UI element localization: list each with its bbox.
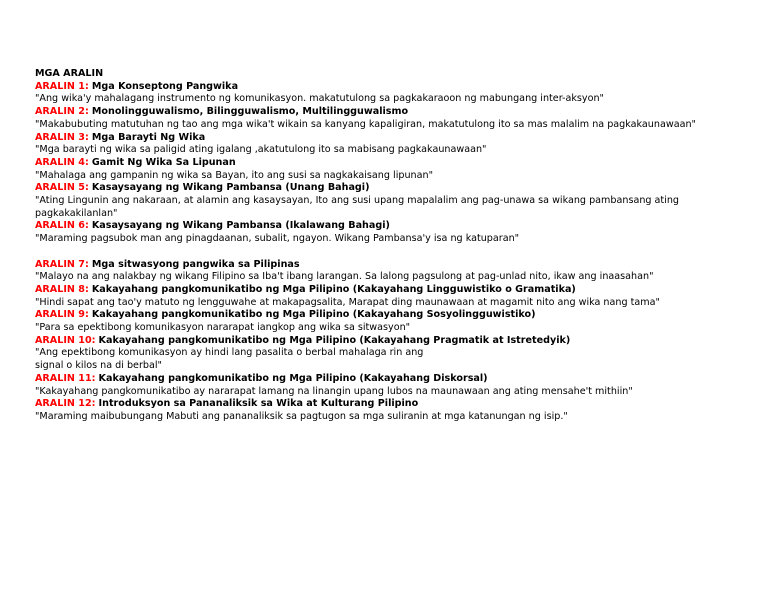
lesson-title: Kasaysayang ng Wikang Pambansa (Unang Bahagi)	[91, 182, 370, 194]
lesson-quote: "Hindi sapat ang tao'y matuto ng lengguwahe at makapagsalita, Marapat ding maunawaan at magamit nito ang wika nang tama"	[35, 296, 660, 308]
lesson-entry	[35, 81, 735, 106]
lesson-title: Mga Barayti Ng Wika	[91, 131, 206, 143]
lesson-quote: "Mga barayti ng wika sa paligid ating igalang ,akatutulong ito sa mabisang pagkakaunawaan"	[35, 144, 487, 156]
lesson-label: ARALIN 6:	[35, 220, 89, 232]
lesson-title: Monolingguwalismo, Bilingguwalismo, Multilingguwalismo	[91, 106, 409, 118]
lesson-label: ARALIN 8:	[35, 283, 89, 295]
document-heading: MGA ARALIN	[35, 68, 104, 79]
lesson-label: ARALIN 3:	[35, 131, 89, 143]
lesson-quote: "Ating Lingunin ang nakaraan, at alamin ang kasaysayan, Ito ang susi upang mapalalim ang pag-unawa sa wikang pambansang ating pagkakakilanlan"	[35, 195, 680, 219]
lesson-entry	[35, 373, 735, 398]
lesson-entry	[35, 398, 735, 423]
lesson-entry	[35, 309, 735, 334]
lesson-label: ARALIN 7:	[35, 258, 89, 270]
lesson-entry	[35, 182, 735, 220]
lesson-label: ARALIN 12:	[35, 398, 96, 410]
lesson-quote: "Kakayahang pangkomunikatibo ay nararapat lamang na linangin upang lubos na maunawaan ang ating mensahe't mithiin"	[35, 385, 633, 397]
lesson-label: ARALIN 1:	[35, 80, 89, 92]
lesson-entry	[35, 335, 735, 373]
lesson-quote: "Ang epektibong komunikasyon ay hindi lang pasalita o berbal mahalaga rin ang signal o kilos na di berbal"	[35, 347, 424, 372]
lesson-label: ARALIN 9:	[35, 309, 89, 321]
lesson-title: Kakayahang pangkomunikatibo ng Mga Pilipino (Kakayahang Lingguwistiko o Gramatika)	[91, 283, 576, 295]
lesson-quote: "Ang wika'y mahalagang instrumento ng komunikasyon. makatutulong sa pagkakaraoon ng mabungang inter-aksyon"	[35, 93, 604, 105]
lesson-title: Kakayahang pangkomunikatibo ng Mga Pilipino (Kakayahang Diskorsal)	[98, 372, 488, 384]
lesson-title: Kakayahang pangkomunikatibo ng Mga Pilipino (Kakayahang Sosyolingguwistiko)	[91, 309, 536, 321]
lesson-quote: "Maraming pagsubok man ang pinagdaanan, subalit, ngayon. Wikang Pambansa'y isa ng katuparan"	[35, 233, 520, 245]
lesson-title: Mga Konseptong Pangwika	[91, 80, 239, 92]
lesson-quote: "Maraming maibubungang Mabuti ang pananaliksik sa pagtugon sa mga suliranin at mga katanungan ng isip."	[35, 410, 568, 422]
lesson-entry	[35, 106, 735, 131]
lesson-quote: "Mahalaga ang gampanin ng wika sa Bayan, ito ang susi sa nagkakaisang lipunan"	[35, 169, 433, 181]
lesson-title: Kakayahang pangkomunikatibo ng Mga Pilipino (Kakayahang Pragmatik at Istretedyik)	[98, 334, 571, 346]
lesson-entry	[35, 157, 735, 182]
lesson-entry	[35, 132, 735, 157]
lesson-label: ARALIN 11:	[35, 372, 96, 384]
lesson-title: Introduksyon sa Pananaliksik sa Wika at Kulturang Pilipino	[98, 398, 419, 410]
lesson-label: ARALIN 5:	[35, 182, 89, 194]
lesson-label: ARALIN 2:	[35, 106, 89, 118]
lesson-entry	[35, 259, 735, 284]
lesson-quote: "Malayo na ang nalakbay ng wikang Filipino sa Iba't ibang larangan. Sa lalong pagsulong at pag-unlad nito, ikaw ang inaasahan"	[35, 271, 654, 283]
lesson-entry	[35, 284, 735, 309]
lesson-entry	[35, 220, 735, 245]
lesson-title: Kasaysayang ng Wikang Pambansa (Ikalawang Bahagi)	[91, 220, 390, 232]
lesson-title: Mga sitwasyong pangwika sa Pilipinas	[91, 258, 300, 270]
lesson-label: ARALIN 4:	[35, 156, 89, 168]
lesson-quote: "Para sa epektibong komunikasyon nararapat iangkop ang wika sa sitwasyon"	[35, 322, 411, 334]
lesson-list	[35, 68, 735, 424]
section-gap	[35, 246, 735, 259]
lesson-label: ARALIN 10:	[35, 334, 96, 346]
lesson-title: Gamit Ng Wika Sa Lipunan	[91, 156, 236, 168]
lesson-quote: "Makabubuting matutuhan ng tao ang mga wika't wikain sa kanyang kapaligiran, makatutulong ito sa mas malalim na pagkakaunawaan"	[35, 118, 696, 130]
